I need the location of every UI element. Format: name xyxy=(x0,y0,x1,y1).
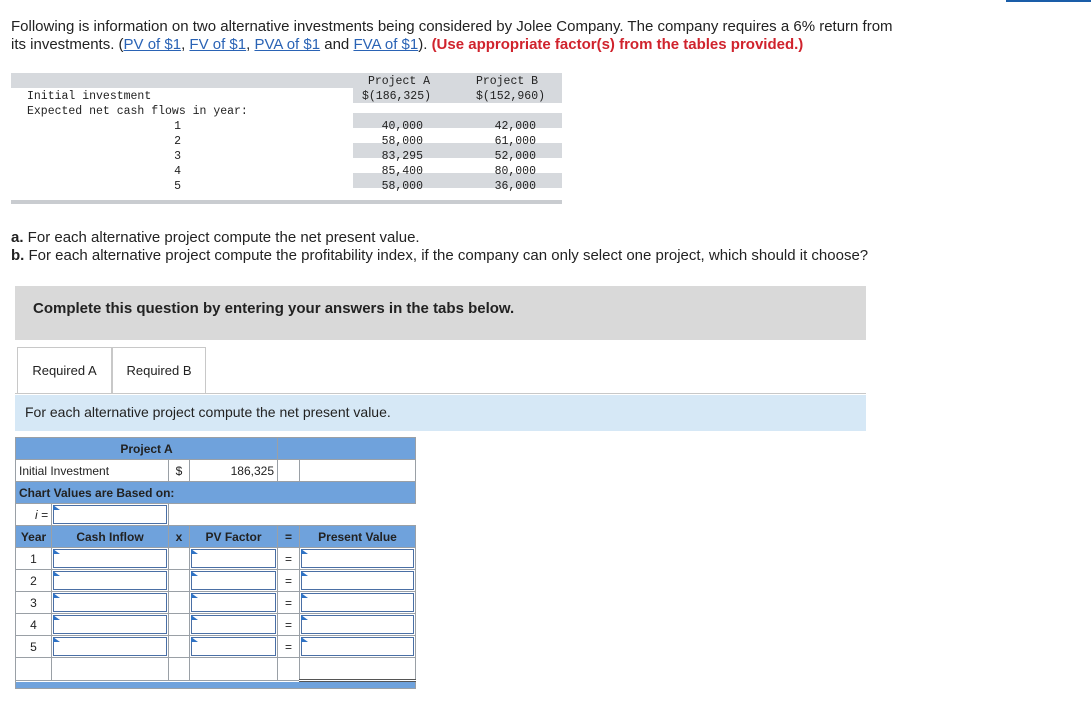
fv-of-1-link[interactable]: FV of $1 xyxy=(189,36,247,53)
year-header: Year xyxy=(16,526,52,548)
cash-inflow-input[interactable] xyxy=(52,548,169,570)
present-value-input[interactable] xyxy=(300,592,416,614)
dollar-sign: $ xyxy=(169,460,190,482)
complete-question-banner: Complete this question by entering your answers in the tabs below. xyxy=(15,286,866,340)
cash-flows-label: Expected net cash flows in year: xyxy=(27,105,248,118)
fva-of-1-link[interactable]: FVA of $1 xyxy=(353,36,419,53)
cash-flow-a: 58,000 xyxy=(381,135,423,148)
initial-investment-value: 186,325 xyxy=(190,460,278,482)
cash-inflow-header: Cash Inflow xyxy=(52,526,169,548)
equals-cell: = xyxy=(278,548,300,570)
cash-flow-b: 80,000 xyxy=(494,165,536,178)
question-text xyxy=(11,229,1081,265)
npv-worksheet xyxy=(15,437,416,689)
tab-required-a[interactable]: Required A xyxy=(17,347,112,394)
question-b: b. For each alternative project compute the profitability index, if the company can only select one project, which should it choose? xyxy=(11,247,869,264)
project-b-header: Project B xyxy=(475,75,539,88)
tab-required-b[interactable]: Required B xyxy=(112,347,206,394)
equals-cell: = xyxy=(278,614,300,636)
equals-cell: = xyxy=(278,592,300,614)
year-cell: 4 xyxy=(16,614,52,636)
factor-instruction: (Use appropriate factor(s) from the tables provided.) xyxy=(431,36,804,53)
equals-header: = xyxy=(278,526,300,548)
pv-factor-input[interactable] xyxy=(190,614,278,636)
year-cell: 5 xyxy=(16,636,52,658)
pv-factor-header: PV Factor xyxy=(190,526,278,548)
year-label: 5 xyxy=(174,180,181,193)
table-row xyxy=(16,592,416,614)
chart-values-label: Chart Values are Based on: xyxy=(16,482,416,504)
cash-flow-b: 42,000 xyxy=(494,120,536,133)
table-row xyxy=(16,570,416,592)
initial-investment-b: $(152,960) xyxy=(475,90,545,103)
initial-investment-label: Initial Investment xyxy=(16,460,169,482)
total-present-value-cell xyxy=(300,658,416,681)
pv-factor-input[interactable] xyxy=(190,592,278,614)
cash-inflow-input[interactable] xyxy=(52,636,169,658)
pv-of-1-link[interactable]: PV of $1 xyxy=(123,36,182,53)
present-value-input[interactable] xyxy=(300,570,416,592)
investment-data-table xyxy=(11,73,562,204)
year-label: 2 xyxy=(174,135,181,148)
year-cell: 2 xyxy=(16,570,52,592)
pv-factor-input[interactable] xyxy=(190,570,278,592)
cash-inflow-input[interactable] xyxy=(52,592,169,614)
worksheet-title: Project A xyxy=(16,438,278,460)
top-accent-line xyxy=(1006,0,1091,2)
year-label: 4 xyxy=(174,165,181,178)
intro-paragraph xyxy=(11,18,1071,54)
intro-line-2: its investments. (PV of $1, FV of $1, PVA of $1 and FVA of $1). (Use appropriate factor(s) from the tables provided.) xyxy=(11,36,804,53)
pv-factor-input[interactable] xyxy=(190,636,278,658)
times-header: x xyxy=(169,526,190,548)
cash-inflow-input[interactable] xyxy=(52,614,169,636)
present-value-header: Present Value xyxy=(300,526,416,548)
table-row xyxy=(16,614,416,636)
initial-investment-a: $(186,325) xyxy=(361,90,431,103)
present-value-input[interactable] xyxy=(300,548,416,570)
cash-flow-a: 40,000 xyxy=(381,120,423,133)
cash-flow-b: 36,000 xyxy=(494,180,536,193)
pv-factor-input[interactable] xyxy=(190,548,278,570)
interest-rate-input[interactable] xyxy=(52,504,169,526)
cash-flow-b: 61,000 xyxy=(494,135,536,148)
table-row xyxy=(16,548,416,570)
pva-of-1-link[interactable]: PVA of $1 xyxy=(254,36,321,53)
table-row xyxy=(16,636,416,658)
cash-flow-a: 85,400 xyxy=(381,165,423,178)
question-a: a. For each alternative project compute the net present value. xyxy=(11,229,420,246)
intro-line-1: Following is information on two alternative investments being considered by Jolee Company. The company requires a 6% return from xyxy=(11,18,893,35)
tab-divider xyxy=(15,393,866,394)
present-value-input[interactable] xyxy=(300,614,416,636)
cash-flow-a: 58,000 xyxy=(381,180,423,193)
total-row xyxy=(16,658,416,681)
year-cell: 3 xyxy=(16,592,52,614)
cash-flow-a: 83,295 xyxy=(381,150,423,163)
instruction-bar: For each alternative project compute the net present value. xyxy=(15,395,866,431)
interest-rate-label: i = xyxy=(16,504,52,526)
present-value-input[interactable] xyxy=(300,636,416,658)
project-a-header: Project A xyxy=(367,75,431,88)
cash-flow-b: 52,000 xyxy=(494,150,536,163)
cash-inflow-input[interactable] xyxy=(52,570,169,592)
year-cell: 1 xyxy=(16,548,52,570)
initial-investment-label: Initial investment xyxy=(27,90,152,103)
equals-cell: = xyxy=(278,570,300,592)
year-label: 1 xyxy=(174,120,181,133)
equals-cell: = xyxy=(278,636,300,658)
year-label: 3 xyxy=(174,150,181,163)
